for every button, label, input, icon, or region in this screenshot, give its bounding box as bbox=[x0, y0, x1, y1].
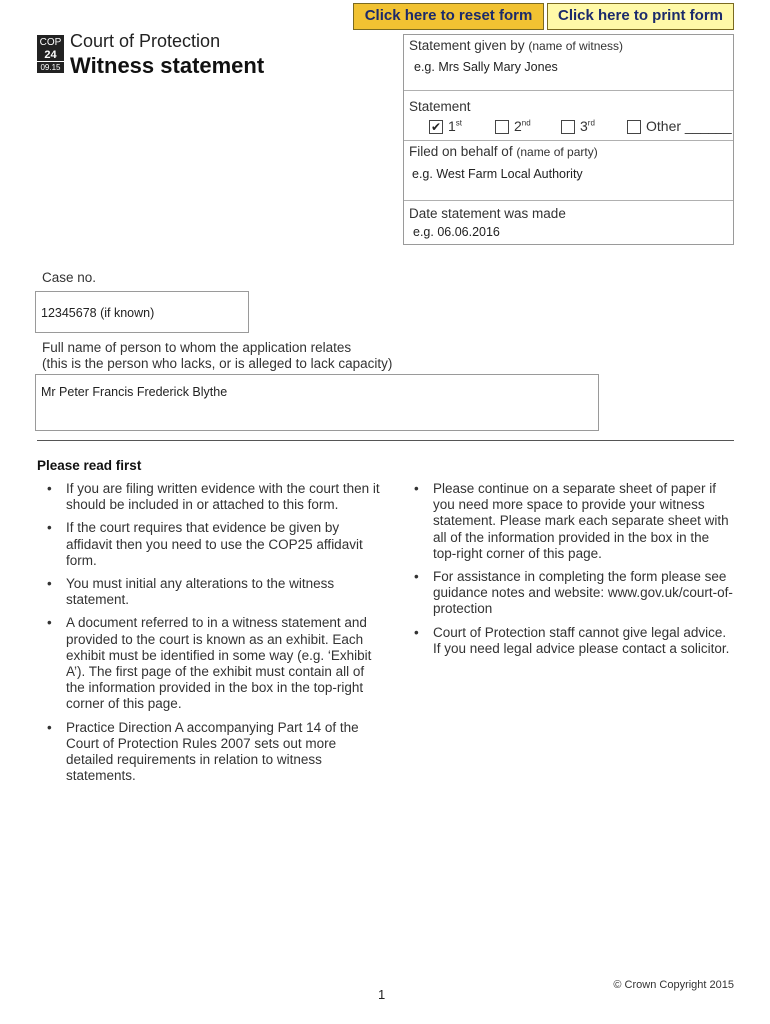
statement-1st-checkbox[interactable]: ✔ bbox=[430, 120, 442, 134]
bullet: • bbox=[47, 576, 52, 592]
read-first-right-list bbox=[404, 481, 734, 657]
list-item: • You must initial any alterations to the witness statement. bbox=[47, 576, 335, 608]
person-name-label-line1: Full name of person to whom the application relates bbox=[42, 340, 352, 355]
section-divider bbox=[37, 440, 734, 441]
filed-on-behalf-input[interactable]: e.g. West Farm Local Authority bbox=[412, 167, 583, 181]
bullet: • bbox=[47, 719, 52, 735]
person-name-label-line2: (this is the person who lacks, or is alleged to lack capacity) bbox=[42, 356, 393, 371]
read-first-heading: Please read first bbox=[37, 458, 142, 473]
statement-1st-label: 1st bbox=[448, 118, 463, 134]
page-number: 1 bbox=[378, 987, 386, 1002]
statement-3rd-label: 3rd bbox=[580, 118, 595, 134]
divider bbox=[404, 90, 733, 91]
date-statement-input[interactable]: e.g. 06.06.2016 bbox=[413, 225, 500, 239]
badge-date: 09.15 bbox=[37, 61, 64, 73]
given-by-input[interactable]: e.g. Mrs Sally Mary Jones bbox=[414, 60, 558, 74]
filed-on-behalf-hint: (name of party) bbox=[516, 145, 598, 159]
date-statement-label: Date statement was made bbox=[409, 206, 566, 221]
badge-number: 24 bbox=[44, 49, 57, 61]
divider bbox=[404, 200, 733, 201]
bullet: • bbox=[414, 569, 419, 585]
case-number-value: 12345678 (if known) bbox=[41, 306, 155, 320]
person-name-field[interactable] bbox=[35, 374, 599, 431]
list-item: • Court of Protection staff cannot give legal advice. If you need legal advice please contact a solicitor. bbox=[414, 624, 730, 656]
person-name-label bbox=[42, 340, 392, 372]
given-by-hint: (name of witness) bbox=[528, 39, 624, 53]
bullet: • bbox=[414, 481, 419, 496]
bullet: • bbox=[47, 615, 52, 631]
reset-form-button[interactable]: Click here to reset form bbox=[353, 3, 544, 30]
statement-other-checkbox[interactable] bbox=[627, 120, 641, 134]
case-number-field[interactable] bbox=[35, 291, 249, 333]
list-item: • Please continue on a separate sheet of paper if you need more space to provide your witness statement. Please mark each separate sheet with all of the information provided in the box in the top-right corner of this page. bbox=[414, 481, 729, 561]
filed-on-behalf-label: Filed on behalf of (name of party) bbox=[409, 144, 598, 159]
statement-label: Statement bbox=[409, 99, 471, 114]
list-item: • For assistance in completing the form please see guidance notes and website: www.gov.uk/court-of-protection bbox=[414, 569, 733, 617]
case-number-label: Case no. bbox=[42, 270, 97, 285]
person-name-value: Mr Peter Francis Frederick Blythe bbox=[41, 385, 228, 399]
given-by-label: Statement given by (name of witness) bbox=[409, 38, 624, 53]
bullet: • bbox=[414, 624, 419, 640]
bullet: • bbox=[47, 481, 52, 496]
statement-2nd-checkbox[interactable] bbox=[495, 120, 509, 134]
court-name: Court of Protection bbox=[70, 31, 221, 51]
list-item: • If you are filing written evidence with the court then it should be included in or attached to this form. bbox=[47, 481, 380, 513]
list-item: • Practice Direction A accompanying Part 14 of the Court of Protection Rules 2007 sets out more detailed requirements in relation to witness statements. bbox=[47, 719, 359, 784]
divider bbox=[404, 140, 733, 141]
read-first-left-list bbox=[37, 481, 382, 784]
copyright: © Crown Copyright 2015 bbox=[613, 979, 734, 991]
badge-cop: COP bbox=[39, 37, 62, 48]
statement-3rd-checkbox[interactable] bbox=[561, 120, 575, 134]
list-item: • If the court requires that evidence be given by affidavit then you need to use the COP25 affidavit form. bbox=[47, 520, 363, 568]
statement-2nd-label: 2nd bbox=[514, 118, 531, 134]
page-title: Witness statement bbox=[70, 53, 265, 78]
bullet: • bbox=[47, 520, 52, 536]
print-form-button[interactable]: Click here to print form bbox=[547, 3, 734, 30]
list-item: • A document referred to in a witness statement and provided to the court is known as an exhibit. Each exhibit must be identified in some way (e.g. ‘Exhibit A’). The first page of the exhibit must contain all of the information provided in the box in the top-right corner of this page. bbox=[47, 615, 372, 712]
statement-other-label[interactable]: Other ______ bbox=[646, 118, 732, 134]
